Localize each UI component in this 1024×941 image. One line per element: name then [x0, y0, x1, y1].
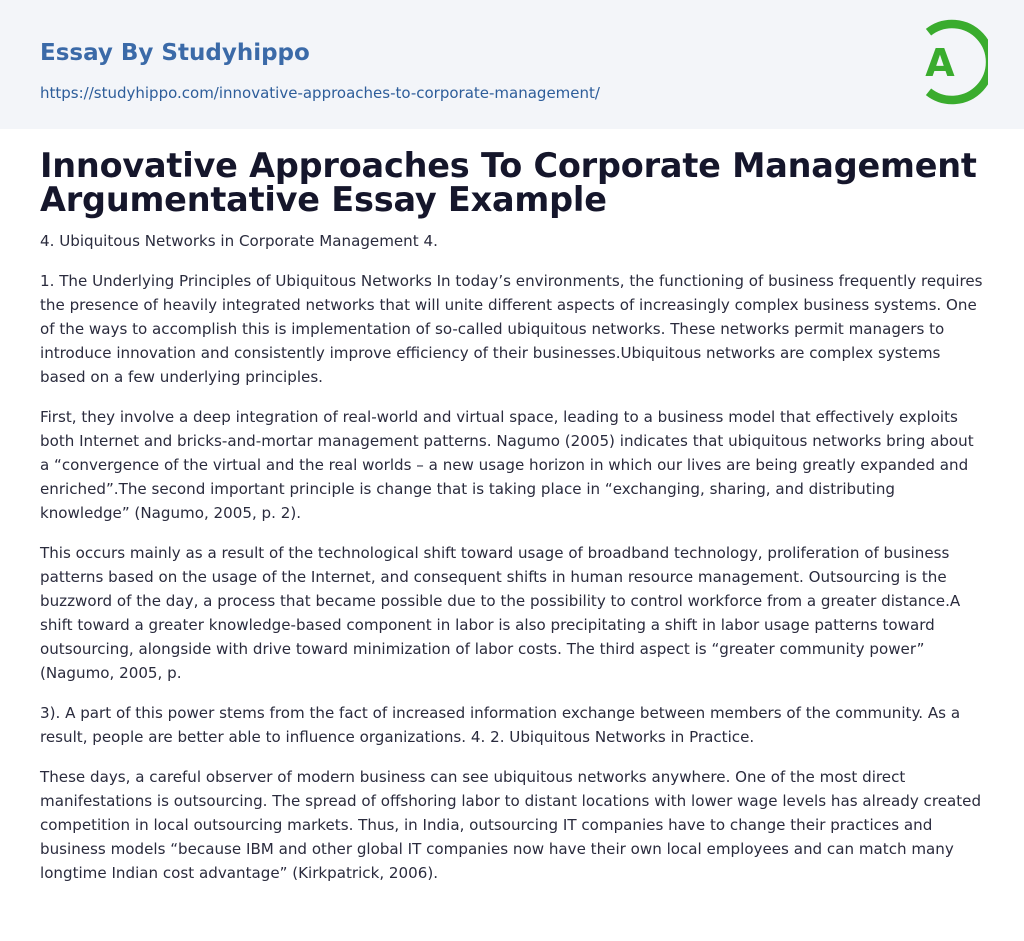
logo-letter: A [925, 41, 955, 85]
essay-paragraph: 1. The Underlying Principles of Ubiquitous Networks In today’s environments, the functioning of business frequently requires the presence of heavily integrated networks that will unite different aspects of increasingly complex business systems. One of the ways to accomplish this is implementation of so-called ubiquitous networks. These networks permit managers to introduce innovation and consistently improve efficiency of their businesses.Ubiquitous networks are complex systems based on a few underlying principles. [40, 272, 983, 386]
essay-paragraph: First, they involve a deep integration of real-world and virtual space, leading to a business model that effectively exploits both Internet and bricks-and-mortar management patterns. Nagumo (2005) indicates that ubiquitous networks bring about a “convergence of the virtual and the real worlds – a new usage horizon in which our lives are being greatly expanded and enriched”.The second important principle is change that is taking place in “exchanging, sharing, and distributing knowledge” (Nagumo, 2005, p. 2). [40, 408, 974, 522]
essay-paragraph: 3). A part of this power stems from the fact of increased information exchange between members of the community. As a result, people are better able to influence organizations. 4. 2. Ubiquitous Networks in Practice. [40, 704, 961, 746]
brand-name[interactable]: Essay By Studyhippo [40, 40, 310, 66]
studyhippo-logo-icon[interactable] [912, 18, 988, 106]
essay-paragraph: These days, a careful observer of modern business can see ubiquitous networks anywhere. One of the most direct manifestations is outsourcing. The spread of offshoring labor to distant locations with lower wage levels has already created competition in local outsourcing markets. Thus, in India, outsourcing IT companies have to change their practices and business models “because IBM and other global IT companies now have their own local employees and can match many longtime Indian cost advantage” (Kirkpatrick, 2006). [40, 768, 982, 882]
site-header [0, 0, 1024, 129]
essay-content [0, 146, 1024, 885]
essay-paragraph: 4. Ubiquitous Networks in Corporate Management 4. [40, 232, 438, 250]
page-url-link[interactable]: https://studyhippo.com/innovative-approaches-to-corporate-management/ [40, 84, 600, 102]
essay-paragraph: This occurs mainly as a result of the technological shift toward usage of broadband technology, proliferation of business patterns based on the usage of the Internet, and consequent shifts in human resource management. Outsourcing is the buzzword of the day, a process that became possible due to the possibility to control workforce from a greater distance.A shift toward a greater knowledge-based component in labor is also precipitating a shift in labor usage patterns toward outsourcing, alongside with drive toward minimization of labor costs. The third aspect is “greater community power” (Nagumo, 2005, p. [40, 544, 961, 682]
essay-title: Innovative Approaches To Corporate Management Argumentative Essay Example [40, 146, 977, 219]
